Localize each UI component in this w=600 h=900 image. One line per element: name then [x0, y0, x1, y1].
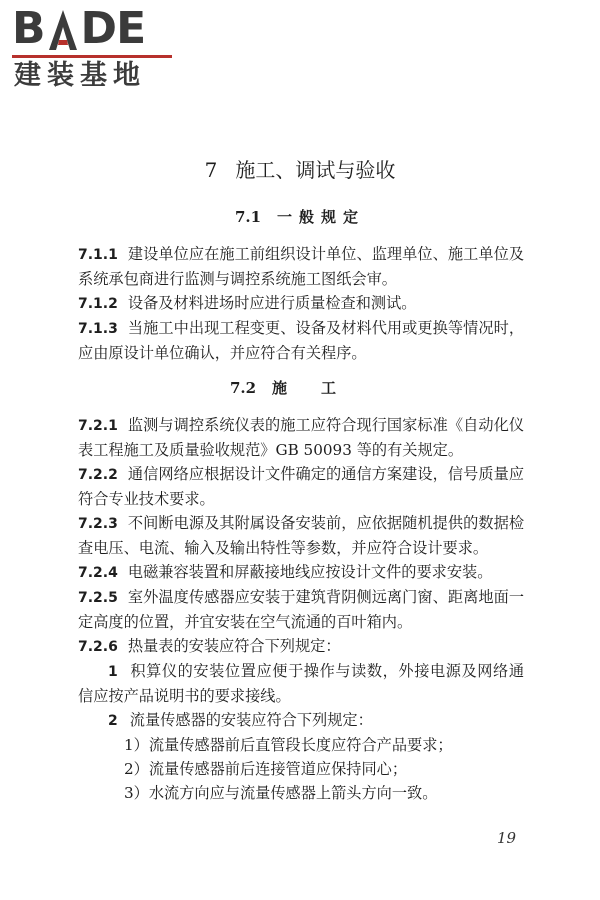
clause-number: 7.2.4	[78, 565, 118, 581]
item-number: 1	[108, 664, 118, 680]
sub-item-1	[78, 733, 524, 757]
logo-cn-name: 建装基地	[14, 60, 146, 91]
clause-number: 7.1.1	[78, 247, 118, 263]
logo-wordmark	[12, 3, 146, 54]
clause-7-2-1	[78, 413, 524, 462]
item-text: 流量传感器的安装应符合下列规定：	[129, 711, 373, 729]
section-title-7-2	[0, 376, 600, 400]
clause-text: 当施工中出现工程变更、设备及材料代用或更换等情况时，应由原设计单位确认，并应符合有关程序。	[78, 319, 524, 362]
list-item-2	[78, 708, 524, 733]
item-number: 2	[108, 713, 118, 729]
logo-underline	[12, 55, 172, 58]
section-title-7-1	[0, 205, 600, 229]
sub-item-number: 2）	[124, 760, 149, 778]
brand-logo	[12, 3, 177, 92]
clause-text: 电磁兼容装置和屏蔽接地线应按设计文件的要求安装。	[127, 563, 493, 581]
clause-text: 建设单位应在施工前组织设计单位、监理单位、施工单位及系统承包商进行监测与调控系统施工图纸会审。	[78, 245, 524, 288]
clause-number: 7.2.2	[78, 467, 118, 483]
clause-7-2-5	[78, 585, 524, 634]
clause-number: 7.2.3	[78, 516, 118, 532]
sub-item-number: 3）	[124, 784, 149, 802]
item-text: 积算仪的安装位置应便于操作与读数，外接电源及网络通信应按产品说明书的要求接线。	[78, 662, 524, 705]
clause-7-2-6	[78, 634, 524, 659]
section-number: 7.1	[234, 208, 262, 226]
clause-number: 7.1.2	[78, 296, 118, 312]
clause-number: 7.2.5	[78, 590, 118, 606]
logo-a-mark-icon	[46, 10, 80, 50]
clause-7-1-2	[78, 291, 524, 316]
logo-letter-b: B	[12, 3, 45, 54]
clause-number: 7.2.6	[78, 639, 118, 655]
clause-7-1-1	[78, 242, 524, 291]
section-title-text: 施工	[272, 379, 371, 397]
clause-7-1-3	[78, 316, 524, 365]
section-number: 7.2	[229, 379, 257, 397]
list-item-1	[78, 659, 524, 708]
section-title-text: 一般规定	[277, 208, 366, 226]
clause-text: 设备及材料进场时应进行质量检查和测试。	[127, 294, 417, 312]
section-7-2-body	[78, 413, 524, 805]
section-7-1-body	[78, 242, 524, 365]
clause-text: 室外温度传感器应安装于建筑背阴侧远离门窗、距离地面一定高度的位置，并宜安装在空气流通的百叶箱内。	[78, 588, 524, 631]
chapter-title	[0, 155, 600, 185]
clause-number: 7.2.1	[78, 418, 118, 434]
chapter-number: 7	[204, 158, 218, 182]
sub-item-number: 1）	[124, 736, 149, 754]
clause-7-2-2	[78, 462, 524, 511]
clause-text: 热量表的安装应符合下列规定：	[127, 637, 341, 655]
clause-number: 7.1.3	[78, 321, 118, 337]
page-number: 19	[497, 829, 517, 847]
sub-item-text: 流量传感器前后直管段长度应符合产品要求；	[148, 736, 453, 754]
clause-7-2-3	[78, 511, 524, 560]
sub-item-text: 水流方向应与流量传感器上箭头方向一致。	[148, 784, 438, 802]
sub-item-2	[78, 757, 524, 781]
logo-letters-de: DE	[80, 3, 146, 54]
sub-item-3	[78, 781, 524, 805]
clause-7-2-4	[78, 560, 524, 585]
clause-text: 监测与调控系统仪表的施工应符合现行国家标准《自动化仪表工程施工及质量验收规范》GB 50093 等的有关规定。	[78, 416, 524, 459]
sub-item-text: 流量传感器前后连接管道应保持同心；	[148, 760, 408, 778]
clause-text: 通信网络应根据设计文件确定的通信方案建设，信号质量应符合专业技术要求。	[78, 465, 524, 508]
clause-text: 不间断电源及其附属设备安装前，应依据随机提供的数据检查电压、电流、输入及输出特性等参数，并应符合设计要求。	[78, 514, 524, 557]
chapter-title-text: 施工、调试与验收	[235, 158, 396, 182]
